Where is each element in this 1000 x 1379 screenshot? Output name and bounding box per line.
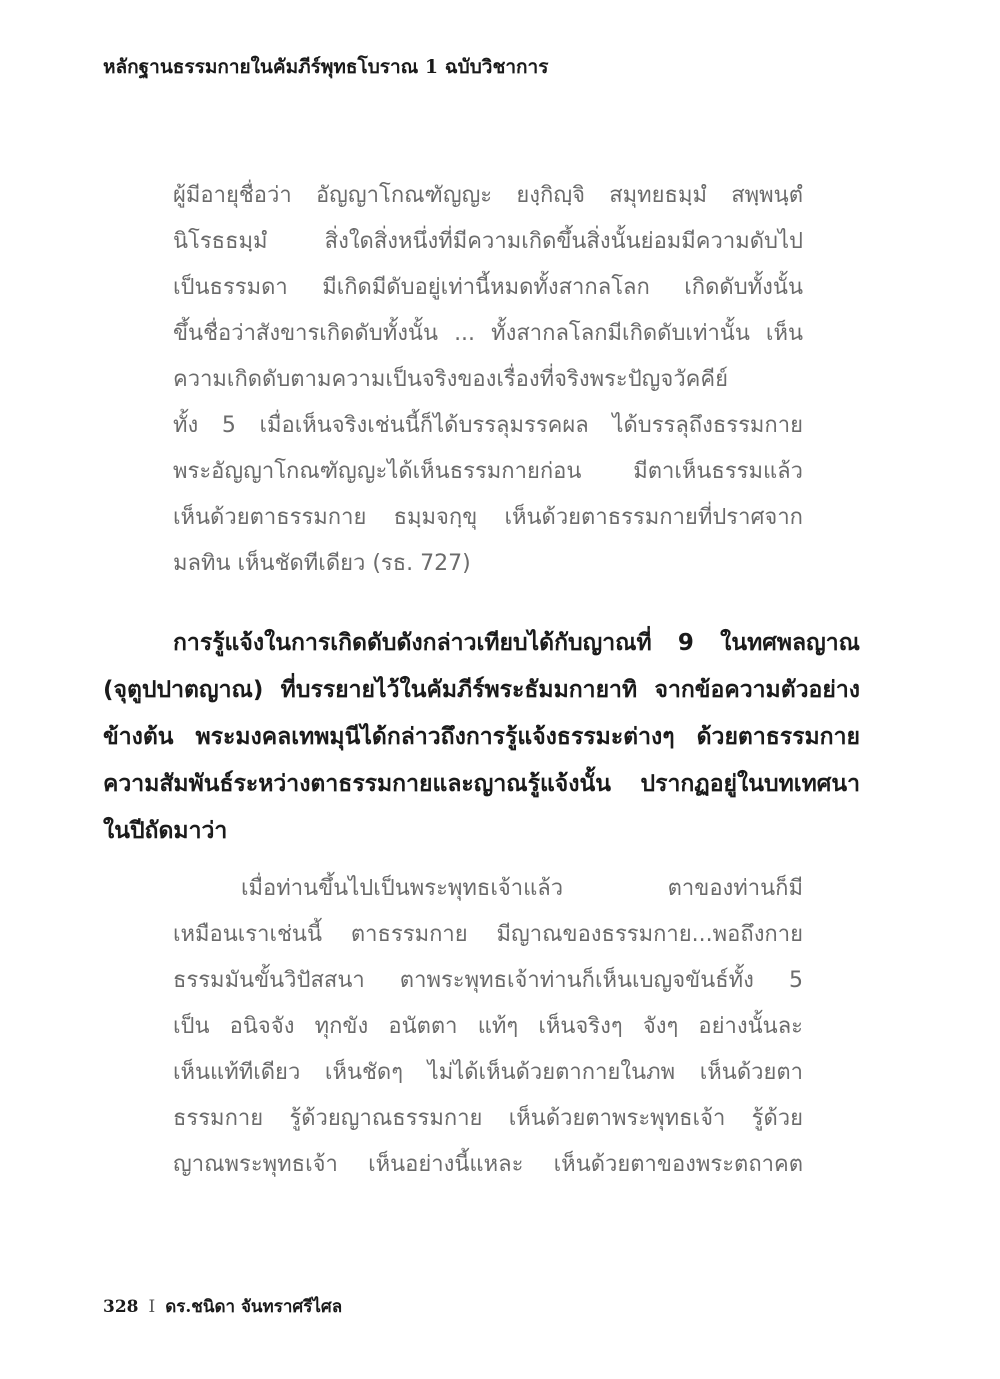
quote-line: ทั้ง 5 เมื่อเห็นจริงเช่นนี้ก็ได้บรรลุมรรคผล ได้บรรลุถึงธรรมกาย: [173, 413, 803, 438]
quote-line: ขึ้นชื่อว่าสังขารเกิดดับทั้งนั้น ... ทั้งสากลโลกมีเกิดดับเท่านั้น เห็น: [173, 321, 803, 346]
quote-line: เป็น อนิจจัง ทุกขัง อนัตตา แท้ๆ เห็นจริงๆ จังๆ อย่างนั้นละ: [173, 1014, 803, 1039]
quote-block-1: [173, 173, 803, 587]
quote-line: ธรรมกาย รู้ด้วยญาณธรรมกาย เห็นด้วยตาพระพุทธเจ้า รู้ด้วย: [173, 1106, 803, 1131]
author-name: ดร.ชนิดา จันทราศรีไศล: [165, 1297, 343, 1317]
quote-line: มลทิน เห็นชัดทีเดียว (รธ. 727): [173, 551, 471, 576]
page-number: 328: [103, 1297, 139, 1317]
quote-line: เห็นด้วยตาธรรมกาย ธมฺมจกฺขุ เห็นด้วยตาธรรมกายที่ปราศจาก: [173, 505, 803, 530]
quote-line: นิโรธธมฺมํ สิ่งใดสิ่งหนึ่งที่มีความเกิดขึ้นสิ่งนั้นย่อมมีความดับไป: [173, 229, 803, 254]
quote-line: ผู้มีอายุชื่อว่า อัญญาโกณฑัญญะ ยงฺกิญฺจิ สมุทยธมฺมํ สพฺพนฺตํ: [173, 183, 803, 208]
quote-line: เห็นแท้ทีเดียว เห็นชัดๆ ไม่ได้เห็นด้วยตากายในภพ เห็นด้วยตา: [173, 1060, 803, 1085]
paragraph-line: ในปีถัดมาว่า: [103, 818, 228, 844]
paragraph-line: (จุตูปปาตญาณ) ที่บรรยายไว้ในคัมภีร์พระธัมมกายาทิ จากข้อความตัวอย่าง: [103, 677, 860, 703]
running-header: หลักฐานธรรมกายในคัมภีร์พุทธโบราณ 1 ฉบับวิชาการ: [103, 56, 549, 78]
quote-block-2: [173, 866, 803, 1188]
quote-line: พระอัญญาโกณฑัญญะได้เห็นธรรมกายก่อน มีตาเห็นธรรมแล้ว: [173, 459, 803, 484]
footer-separator: I: [148, 1297, 156, 1317]
quote-line: เมื่อท่านขึ้นไปเป็นพระพุทธเจ้าแล้ว ตาของท่านก็มี: [241, 876, 803, 901]
paragraph-line: การรู้แจ้งในการเกิดดับดังกล่าวเทียบได้กับญาณที่ 9 ในทศพลญาณ: [173, 630, 860, 656]
paragraph-line: ข้างต้น พระมงคลเทพมุนีได้กล่าวถึงการรู้แจ้งธรรมะต่างๆ ด้วยตาธรรมกาย: [103, 724, 860, 750]
quote-line: เหมือนเราเช่นนี้ ตาธรรมกาย มีญาณของธรรมกาย...พอถึงกาย: [173, 922, 803, 947]
quote-line: ความเกิดดับตามความเป็นจริงของเรื่องที่จริงพระปัญจวัคคีย์: [173, 367, 728, 392]
page-footer: [103, 1293, 342, 1320]
quote-line: ธรรมมันขั้นวิปัสสนา ตาพระพุทธเจ้าท่านก็เห็นเบญจขันธ์ทั้ง 5: [173, 968, 803, 993]
quote-line: ญาณพระพุทธเจ้า เห็นอย่างนี้แหละ เห็นด้วยตาของพระตถาคต: [173, 1152, 803, 1177]
quote-line: เป็นธรรมดา มีเกิดมีดับอยู่เท่านี้หมดทั้งสากลโลก เกิดดับทั้งนั้น: [173, 275, 803, 300]
body-paragraph: [103, 620, 860, 855]
paragraph-line: ความสัมพันธ์ระหว่างตาธรรมกายและญาณรู้แจ้งนั้น ปรากฏอยู่ในบทเทศนา: [103, 771, 860, 797]
